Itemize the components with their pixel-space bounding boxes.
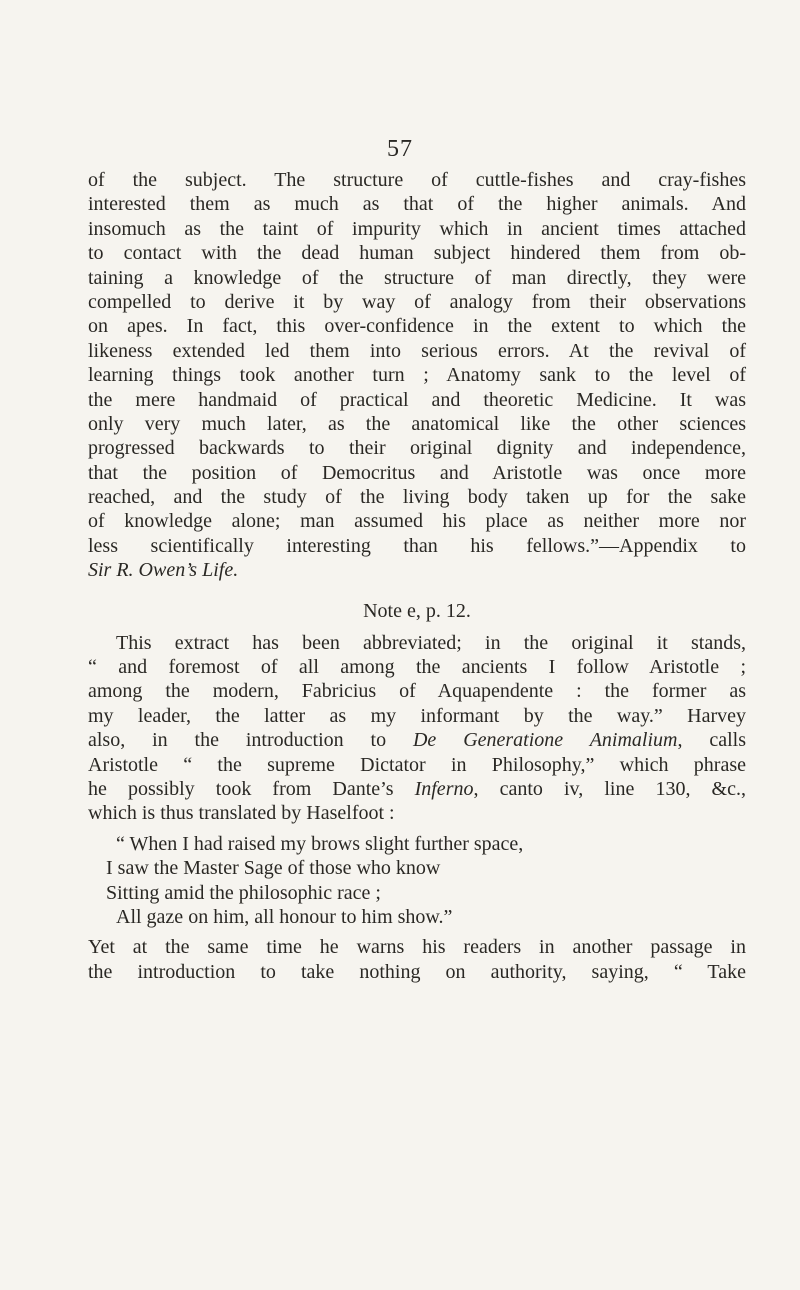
text-span: , canto iv, line 130, &c., [473,777,746,800]
text-line: progressed backwards to their original dignity and independence, [88,437,746,460]
text-line: likeness extended led them into serious errors. At the revival of [88,339,746,362]
paragraph-1 [88,168,746,583]
text-line: Aristotle “ the supreme Dictator in Philosophy,” which phrase [88,753,746,776]
text-line: only very much later, as the anatomical like the other sciences [88,412,746,435]
text-line: Yet at the same time he warns his readers in another passage in [88,936,746,959]
text-line: less scientifically interesting than his fellows.”—Appendix to [88,534,746,557]
verse-quotation [88,832,746,930]
text-line: “ and foremost of all among the ancients I follow Aristotle ; [88,656,746,679]
text-line: This extract has been abbreviated; in the original it stands, [116,631,746,654]
book-title: De Generatione Animalium [412,729,678,752]
verse-line: I saw the Master Sage of those who know [106,857,441,880]
text-line: of knowledge alone; man assumed his place as neither more nor [88,510,746,533]
paragraph-3 [88,935,746,984]
verse-line: Sitting amid the philosophic race ; [106,881,381,904]
page-body [88,168,746,984]
text-line: compelled to derive it by way of analogy from their observations [88,290,746,313]
text-line: that the position of Democritus and Aristotle was once more [88,461,746,484]
text-line: among the modern, Fabricius of Aquapendente : the former as [88,680,746,703]
text-line: the introduction to take nothing on authority, saying, “ Take [88,960,746,983]
text-line: insomuch as the taint of impurity which in ancient times attached [88,217,746,240]
text-line [88,777,746,801]
paragraph-2 [88,631,746,826]
text-line: interested them as much as that of the higher animals. And [88,193,746,216]
text-line: taining a knowledge of the structure of man directly, they were [88,266,746,289]
verse-line: “ When I had raised my brows slight further space, [116,832,524,855]
text-line: which is thus translated by Haselfoot : [88,802,395,825]
text-line: to contact with the dead human subject hindered them from ob- [88,242,746,265]
page-number: 57 [387,136,413,162]
citation-italic: Sir R. Owen’s Life. [88,559,239,582]
text-span: he possibly took from Dante’s [88,777,415,800]
text-line: learning things took another turn ; Anatomy sank to the level of [88,364,746,387]
text-span: , calls [677,729,747,752]
text-line: my leader, the latter as my informant by the way.” Harvey [88,704,746,727]
text-line: on apes. In fact, this over-confidence in the extent to which the [88,315,746,338]
text-line: reached, and the study of the living body taken up for the sake [88,486,746,509]
text-line: of the subject. The structure of cuttle-fishes and cray-fishes [88,169,746,191]
text-line: the mere handmaid of practical and theoretic Medicine. It was [88,388,746,411]
verse-line: All gaze on him, all honour to him show.” [116,905,453,928]
text-line [88,728,746,752]
text-span: also, in the introduction to [88,729,413,752]
book-title: Inferno [414,777,474,800]
note-heading: Note e, p. 12. [363,599,471,622]
citation [88,558,746,582]
